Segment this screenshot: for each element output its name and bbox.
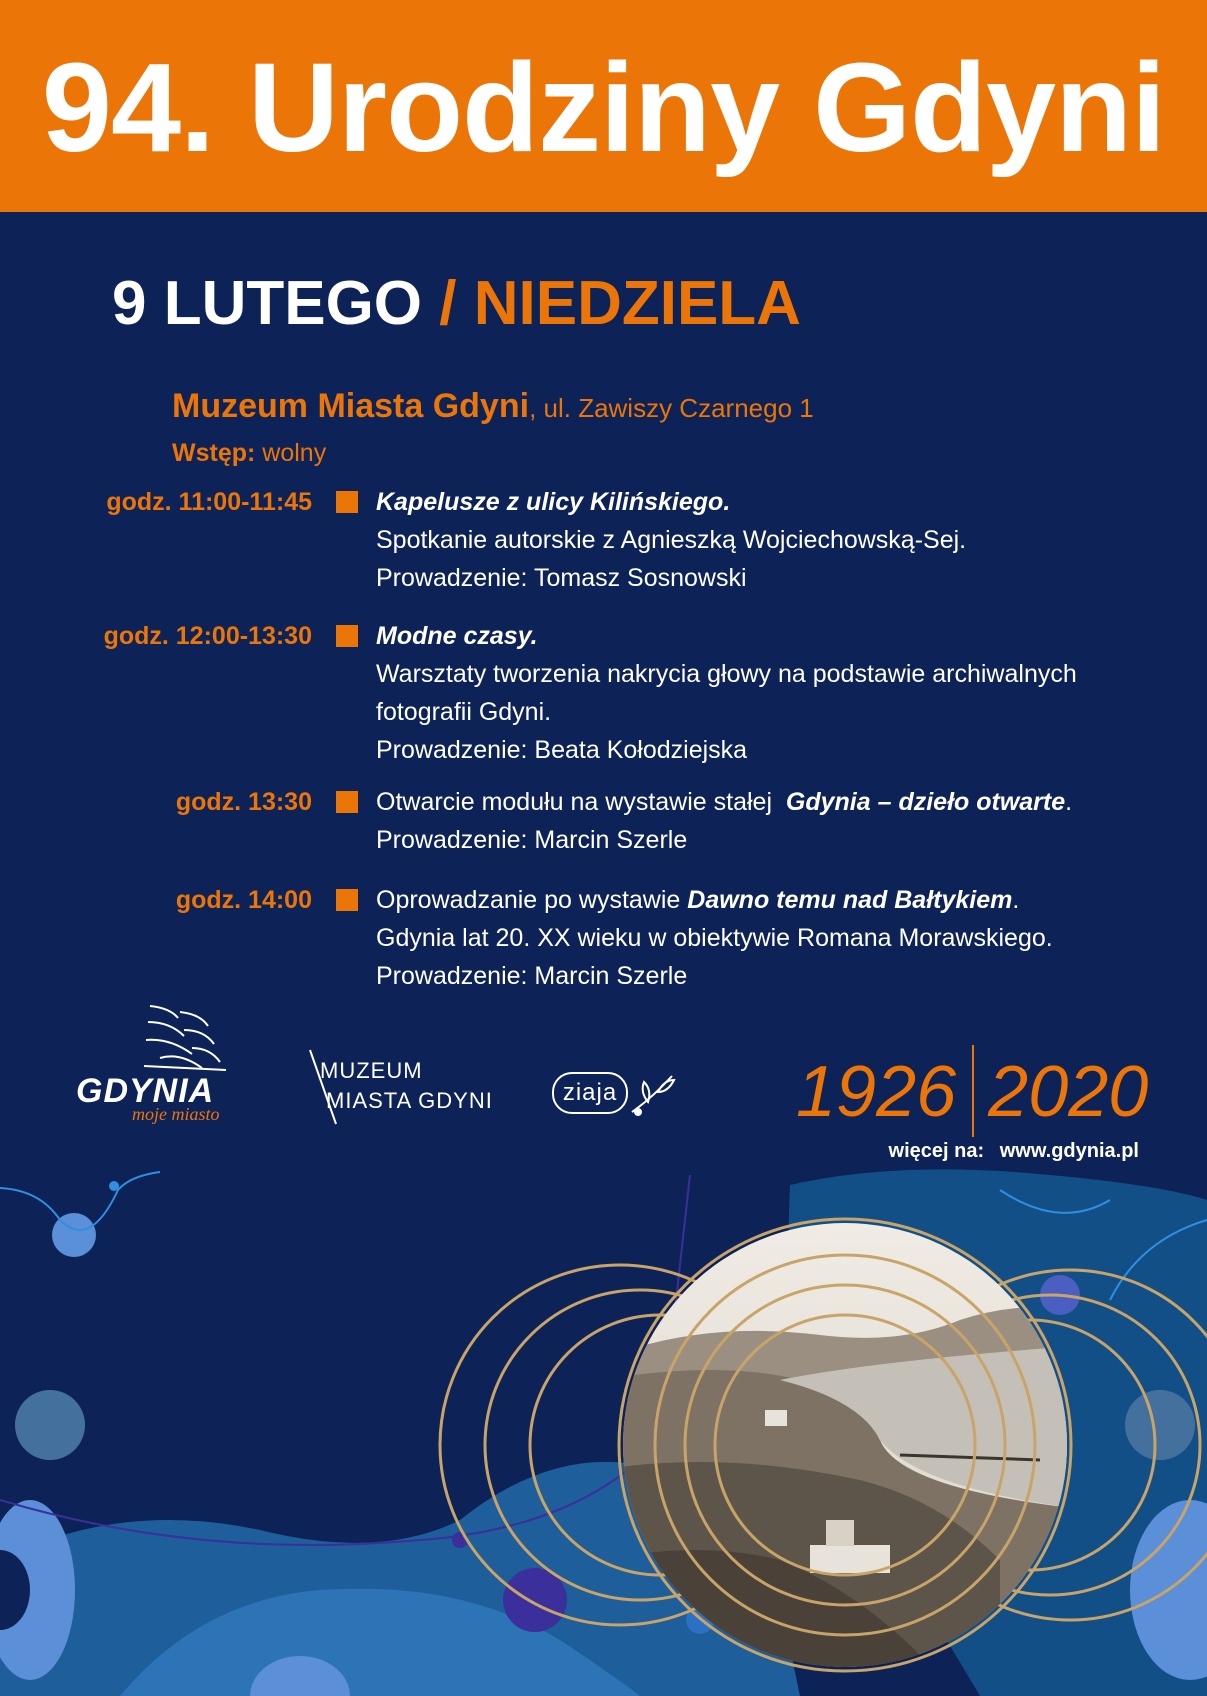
gdynia-logo xyxy=(70,1000,240,1130)
event-body xyxy=(376,881,1156,995)
event-title-end: . xyxy=(1065,788,1073,816)
museum-logo xyxy=(306,1048,506,1128)
museum-logo-line1: MUZEUM xyxy=(320,1058,423,1083)
event-host: Prowadzenie: Marcin Szerle xyxy=(376,962,688,990)
dot-shape xyxy=(1125,1390,1195,1460)
gdynia-wordmark: GDYNIA xyxy=(76,1072,215,1110)
entry-info xyxy=(172,436,326,470)
event-host: Prowadzenie: Beata Kołodziejska xyxy=(376,736,748,764)
entry-value: wolny xyxy=(255,439,327,467)
event-body xyxy=(376,483,1156,597)
event-title-end: . xyxy=(1012,886,1020,914)
event-time: godz. 12:00-13:30 xyxy=(103,622,312,650)
bullet-square-icon xyxy=(336,889,358,911)
event-date xyxy=(112,266,801,342)
bullet-square-icon xyxy=(336,491,358,513)
event-title: Kapelusze z ulicy Kilińskiego. xyxy=(376,488,731,516)
anniversary-years xyxy=(796,1050,1148,1143)
date-weekday: / NIEDZIELA xyxy=(439,269,801,338)
year-founded: 1926 xyxy=(796,1052,957,1132)
website-link[interactable]: www.gdynia.pl xyxy=(999,1140,1139,1162)
event-description: Warsztaty tworzenia nakrycia głowy na podstawie archiwalnych fotografii Gdyni. xyxy=(376,660,1077,726)
event-title: Modne czasy. xyxy=(376,622,538,650)
event-time: godz. 11:00-11:45 xyxy=(106,488,312,516)
page-title: 94. Urodziny Gdyni xyxy=(41,37,1166,178)
ship-icon xyxy=(140,1000,230,1080)
event-body xyxy=(376,617,1156,769)
venue-address: , ul. Zawiszy Czarnego 1 xyxy=(529,393,814,423)
ziaja-logo: ziaja xyxy=(552,1072,628,1114)
year-current: 2020 xyxy=(988,1052,1149,1132)
date-day: 9 LUTEGO xyxy=(112,269,423,338)
year-divider xyxy=(972,1045,974,1137)
event-intro: Otwarcie modułu na wystawie stałej xyxy=(376,788,772,816)
gdynia-tagline: moje miasto xyxy=(132,1104,220,1124)
event-intro: Oprowadzanie po wystawie xyxy=(376,886,688,914)
bullet-square-icon xyxy=(336,625,358,647)
entry-label: Wstęp: xyxy=(172,439,256,467)
more-info-label: więcej na: xyxy=(888,1140,985,1162)
event-time: godz. 13:30 xyxy=(175,788,312,816)
event-title: Gdynia – dzieło otwarte xyxy=(785,788,1066,816)
event-body xyxy=(376,783,1156,859)
olive-branch-icon xyxy=(628,1068,678,1118)
venue xyxy=(172,384,814,430)
museum-logo-line2: MIASTA GDYNI xyxy=(326,1088,493,1113)
event-host: Prowadzenie: Tomasz Sosnowski xyxy=(376,564,747,592)
bullet-square-icon xyxy=(336,791,358,813)
event-description: Spotkanie autorskie z Agnieszką Wojciechowską-Sej. xyxy=(376,526,967,554)
event-time: godz. 14:00 xyxy=(175,886,312,914)
event-host: Prowadzenie: Marcin Szerle xyxy=(376,826,688,854)
decorative-background xyxy=(0,1160,1207,1696)
event-description: Gdynia lat 20. XX wieku w obiektywie Romana Morawskiego. xyxy=(376,924,1053,952)
dot-shape xyxy=(15,1390,85,1460)
venue-name: Muzeum Miasta Gdyni xyxy=(172,387,530,425)
event-title: Dawno temu nad Bałtykiem xyxy=(687,886,1013,914)
header-banner xyxy=(0,0,1207,212)
